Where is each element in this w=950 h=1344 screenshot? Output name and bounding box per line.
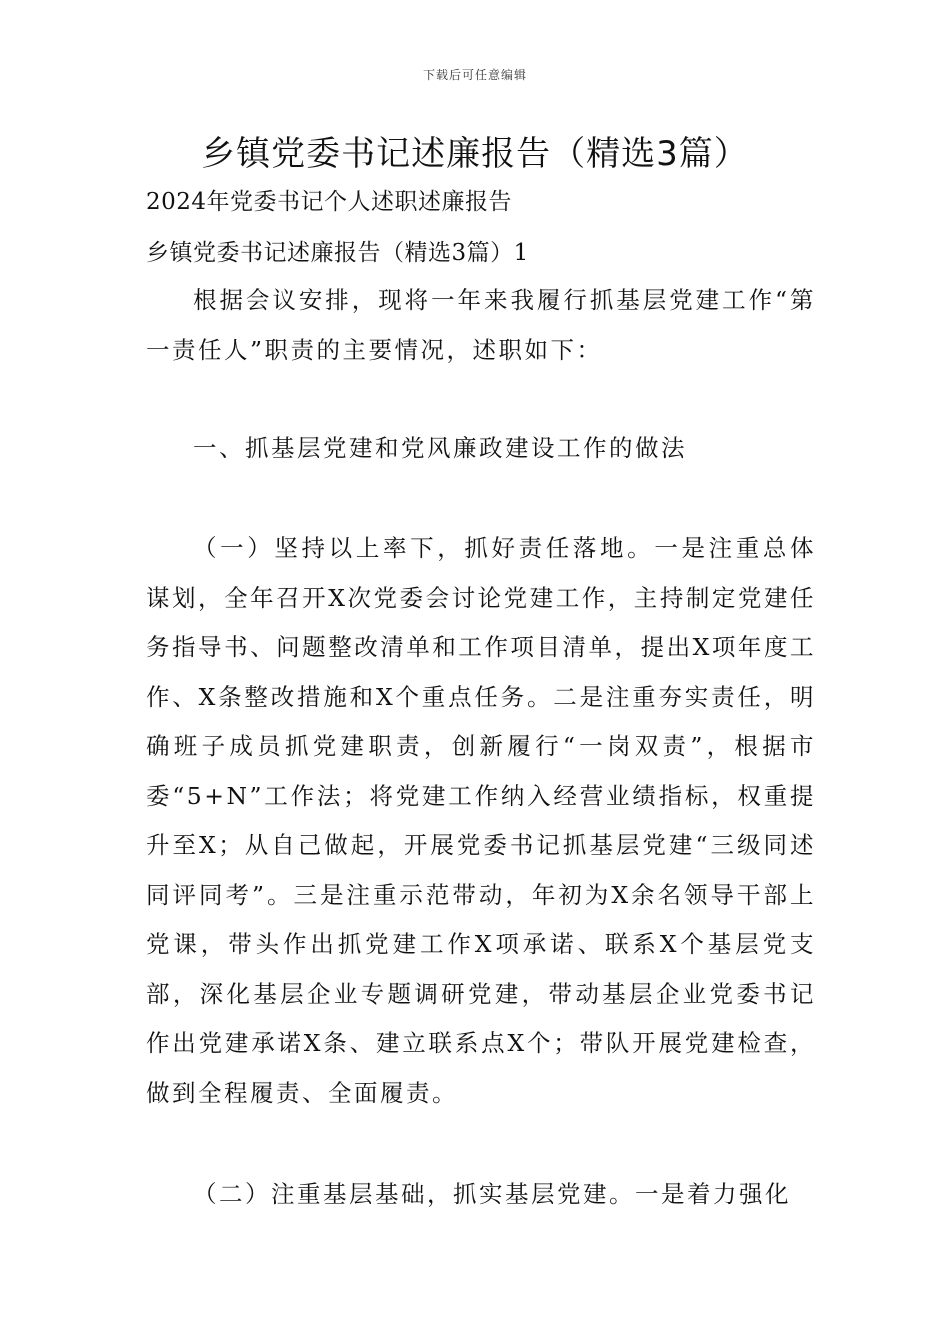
document-title: 乡镇党委书记述廉报告（精选3篇） bbox=[201, 134, 749, 174]
toc-line: 2024年党委书记个人述职述廉报告 bbox=[146, 189, 513, 215]
toc-line: 乡镇党委书记述廉报告（精选3篇）1 bbox=[146, 240, 529, 266]
paragraph-section-2: （二）注重基层基础，抓实基层党建。一是着力强化 bbox=[193, 1180, 791, 1208]
header-note: 下载后可任意编辑 bbox=[422, 68, 527, 82]
section-heading: 一、抓基层党建和党风廉政建设工作的做法 bbox=[193, 434, 687, 462]
paragraph-section-1: （一）坚持以上率下，抓好责任落地。一是注重总体谋划，全年召开X次党委会讨论党建工作，主持制定党建任务指导书、问题整改清单和工作项目清单，提出X项年度工作、X条整改措施和X个重点任务。二是注重夯实责任，明确班子成员抓党建职责，创新履行“一岗双责”，根据市委“5+N”工作法；将党建工作纳入经营业绩指标，权重提升至X；从自己做起，开展党委书记抓基层党建“三级同述同评同考”。三是注重示范带动，年初为X余名领导干部上党课，带头作出抓党建工作X项承诺、联系X个基层党支部，深化基层企业专题调研党建，带动基层企业党委书记作出党建承诺X条、建立联系点X个；带队开展党建检查，做到全程履责、全面履责。 bbox=[146, 534, 816, 1107]
paragraph-intro: 根据会议安排，现将一年来我履行抓基层党建工作“第一责任人”职责的主要情况，述职如下： bbox=[146, 286, 816, 364]
